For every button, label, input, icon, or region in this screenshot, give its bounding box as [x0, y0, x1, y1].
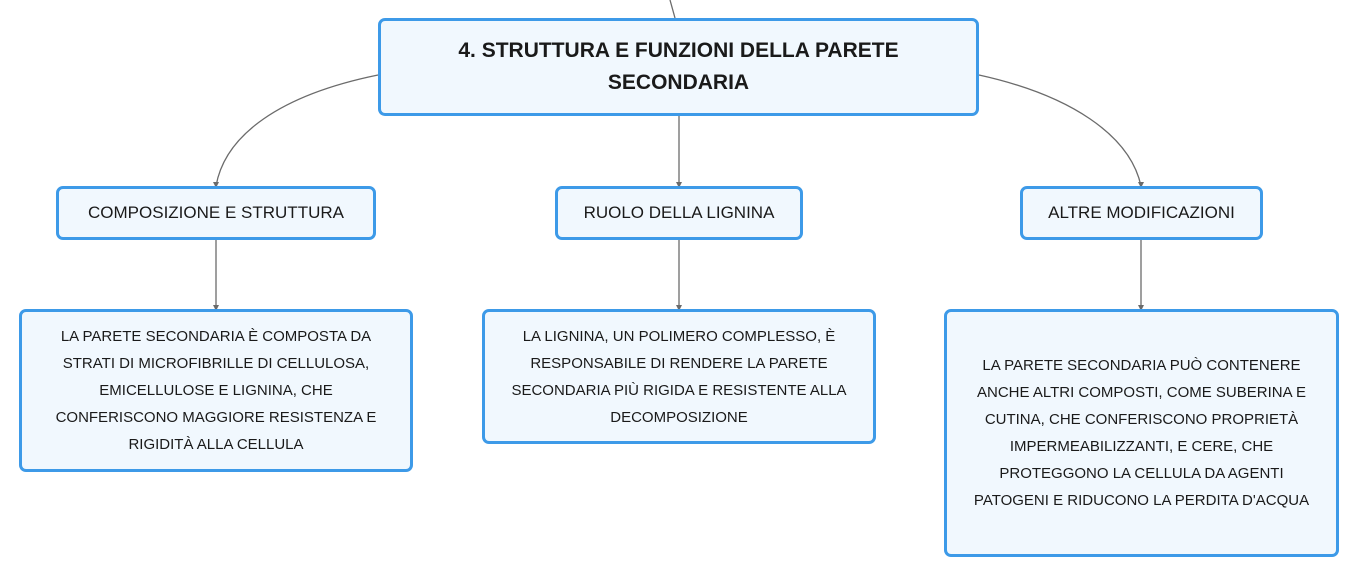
detail-text: LA LIGNINA, UN POLIMERO COMPLESSO, È RESPONSABILE DI RENDERE LA PARETE SECONDARIA PIÙ RIGIDA E RESISTENTE ALLA DECOMPOSIZIONE: [511, 327, 847, 426]
topic-ruolo-lignina[interactable]: [555, 186, 803, 240]
detail-text: LA PARETE SECONDARIA È COMPOSTA DA STRATI DI MICROFIBRILLE DI CELLULOSA, EMICELLULOSE E LIGNINA, CHE CONFERISCONO MAGGIORE RESISTENZA E RIGIDITÀ ALLA CELLULA: [55, 328, 377, 453]
detail-composizione[interactable]: [19, 309, 413, 472]
detail-text: LA PARETE SECONDARIA PUÒ CONTENERE ANCHE ALTRI COMPOSTI, COME SUBERINA E CUTINA, CHE CONFERISCONO PROPRIETÀ IMPERMEABILIZZANTI, E CERE, CHE PROTEGGONO LA CELLULA DA AGENTI PATOGENI E RIDUCONO LA PERDITA D'ACQUA: [973, 357, 1310, 509]
root-topic-title: 4. STRUTTURA E FUNZIONI DELLA PARETE SECONDARIA: [458, 39, 899, 94]
detail-ruolo-lignina[interactable]: [482, 309, 876, 444]
root-topic[interactable]: [378, 18, 979, 116]
detail-altre-modificazioni[interactable]: [944, 309, 1339, 557]
topic-composizione[interactable]: [56, 186, 376, 240]
connector-root-composizione: [216, 75, 378, 186]
connector-root-altre: [979, 75, 1141, 186]
topic-altre-modificazioni[interactable]: [1020, 186, 1263, 240]
topic-label: ALTRE MODIFICAZIONI: [1048, 203, 1235, 222]
topic-label: COMPOSIZIONE E STRUTTURA: [88, 203, 344, 222]
topic-label: RUOLO DELLA LIGNINA: [583, 203, 775, 222]
connector-parent: [670, 0, 675, 18]
